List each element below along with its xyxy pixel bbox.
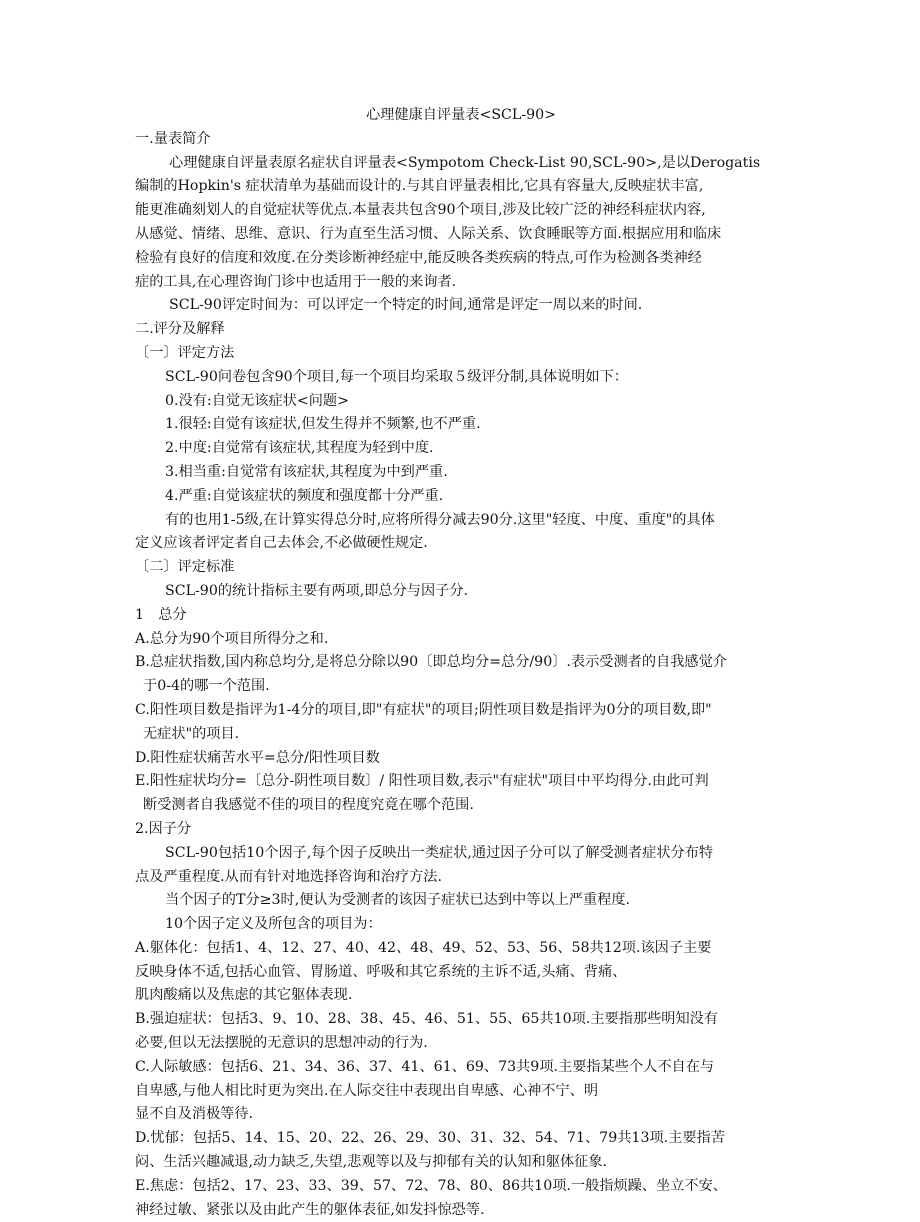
level-list [135,390,787,509]
level-item: 3.相当重:自觉常有该症状,其程度为中到严重. [165,463,448,480]
subsection-heading-method: 〔一〕评定方法 [135,344,235,361]
intro-paragraph [135,152,787,295]
factor-item: A.躯体化：包括1、4、12、27、40、42、48、49、52、53、56、58共12项.该因子主要 [135,939,712,956]
paragraph-line: 点及严重程度.从而有针对地选择咨询和治疗方法. [135,868,442,885]
factor-item: E.焦虑：包括2、17、23、33、39、57、72、78、80、86共10项.一般指烦躁、坐立不安、 [135,1177,727,1194]
factor-item: C.人际敏感：包括6、21、34、36、37、41、61、69、73共9项.主要指某些个人不自在与 [135,1058,715,1075]
section-heading-scoring: 二.评分及解释 [135,321,225,338]
list-item: A.总分为90个项目所得分之和. [135,630,329,647]
list-item-continuation: 无症状"的项目. [143,725,240,742]
section-heading-intro: 一.量表简介 [135,130,211,147]
factor-item-continuation: 显不自及消极等待. [135,1106,254,1123]
paragraph-line: 编制的Hopkin's 症状清单为基础而设计的.与其自评量表相比,它具有容量大,反映症状丰富, [135,178,704,195]
time-paragraph: SCL-90评定时间为：可以评定一个特定的时间,通常是评定一周以来的时间. [169,297,643,314]
list-item: B.总症状指数,国内称总均分,是将总分除以90〔即总均分=总分/90〕.表示受测者的自我感觉介 [135,654,727,671]
factor-item-continuation: 神经过敏、紧张以及由此产生的躯体表征,如发抖惊恐等. [135,1201,485,1218]
factor-item: D.忧郁：包括5、14、15、20、22、26、29、30、31、32、54、71、79共13项.主要指苦 [135,1130,725,1147]
list-item-continuation: 于0-4的哪一个范围. [143,678,270,695]
factor-list [135,937,787,1222]
paragraph-line: 从感觉、情绪、思维、意识、行为直至生活习惯、人际关系、饮食睡眠等方面.根据应用和临床 [135,225,722,242]
paragraph-line: 有的也用1-5级,在计算实得总分时,应将所得分减去90分.这里"轻度、中度、重度"的具体 [165,511,715,528]
paragraph-line: 症的工具,在心理咨询门诊中也适用于一般的来询者. [135,273,457,290]
paragraph-line: SCL-90包括10个因子,每个因子反映出一类症状,通过因子分可以了解受测者症状分布特 [165,844,714,861]
total-score-heading: 1 总分 [135,606,187,623]
note-paragraph [135,509,787,557]
list-item: E.阳性症状均分=〔总分-阴性项目数〕/ 阳性项目数,表示"有症状"项目中平均得分.由此可判 [135,773,709,790]
factors-intro: 10个因子定义及所包含的项目为： [165,916,382,933]
level-item: 1.很轻:自觉有该症状,但发生得并不频繁,也不严重. [165,416,481,433]
method-intro: SCL-90问卷包含90个项目,每一个项目均采取５级评分制,具体说明如下： [165,368,628,385]
stats-intro: SCL-90的统计指标主要有两项,即总分与因子分. [165,582,469,599]
list-item-continuation: 断受测者自我感觉不佳的项目的程度究竟在哪个范围. [143,797,474,814]
paragraph-line: 能更准确刻划人的自觉症状等优点.本量表共包含90个项目,涉及比较广泛的神经科症状内容, [135,202,706,219]
subsection-heading-standard: 〔二〕评定标准 [135,559,235,576]
paragraph-line: 心理健康自评量表原名症状自评量表<Sympotom Check-List 90,SCL-90>,是以Derogatis [169,154,761,171]
paragraph-line: 检验有良好的信度和效度.在分类诊断神经症中,能反映各类疾病的特点,可作为检测各类神经 [135,249,702,266]
factor-intro-paragraph [135,842,787,890]
factor-item-continuation: 必要,但以无法摆脱的无意识的思想冲动的行为. [135,1035,428,1052]
list-item: C.阳性项目数是指评为1-4分的项目,即"有症状"的项目;阴性项目数是指评为0分的项目数,即" [135,701,712,718]
factor-item-continuation: 自卑感,与他人相比时更为突出.在人际交往中表现出自卑感、心神不宁、明 [135,1082,599,1099]
factor-item: B.强迫症状：包括3、9、10、28、38、45、46、51、55、65共10项.主要指那些明知没有 [135,1011,719,1028]
document-title: 心理健康自评量表<SCL-90> [365,107,557,123]
list-item: D.阳性症状痛苦水平=总分/阳性项目数 [135,749,380,766]
level-item: 2.中度:自觉常有该症状,其程度为轻到中度. [165,440,434,457]
factor-item-continuation: 闷、生活兴趣减退,动力缺乏,失望,悲观等以及与抑郁有关的认知和躯体征象. [135,1154,608,1171]
document-page [135,104,787,1222]
factor-score-heading: 2.因子分 [135,820,192,837]
threshold-paragraph: 当个因子的T分≥3时,便认为受测者的该因子症状已达到中等以上严重程度. [165,892,631,909]
level-item: 0.没有:自觉无该症状<问题> [165,392,349,409]
level-item: 4.严重:自觉该症状的频度和强度都十分严重. [165,487,444,504]
factor-item-continuation: 肌肉酸痛以及焦虑的其它躯体表现. [135,987,353,1004]
total-score-list [135,628,787,818]
factor-item-continuation: 反映身体不适,包括心血管、胃肠道、呼吸和其它系统的主诉不适,头痛、背痛、 [135,963,627,980]
paragraph-line: 定义应该者评定者自己去体会,不必做硬性规定. [135,535,428,552]
